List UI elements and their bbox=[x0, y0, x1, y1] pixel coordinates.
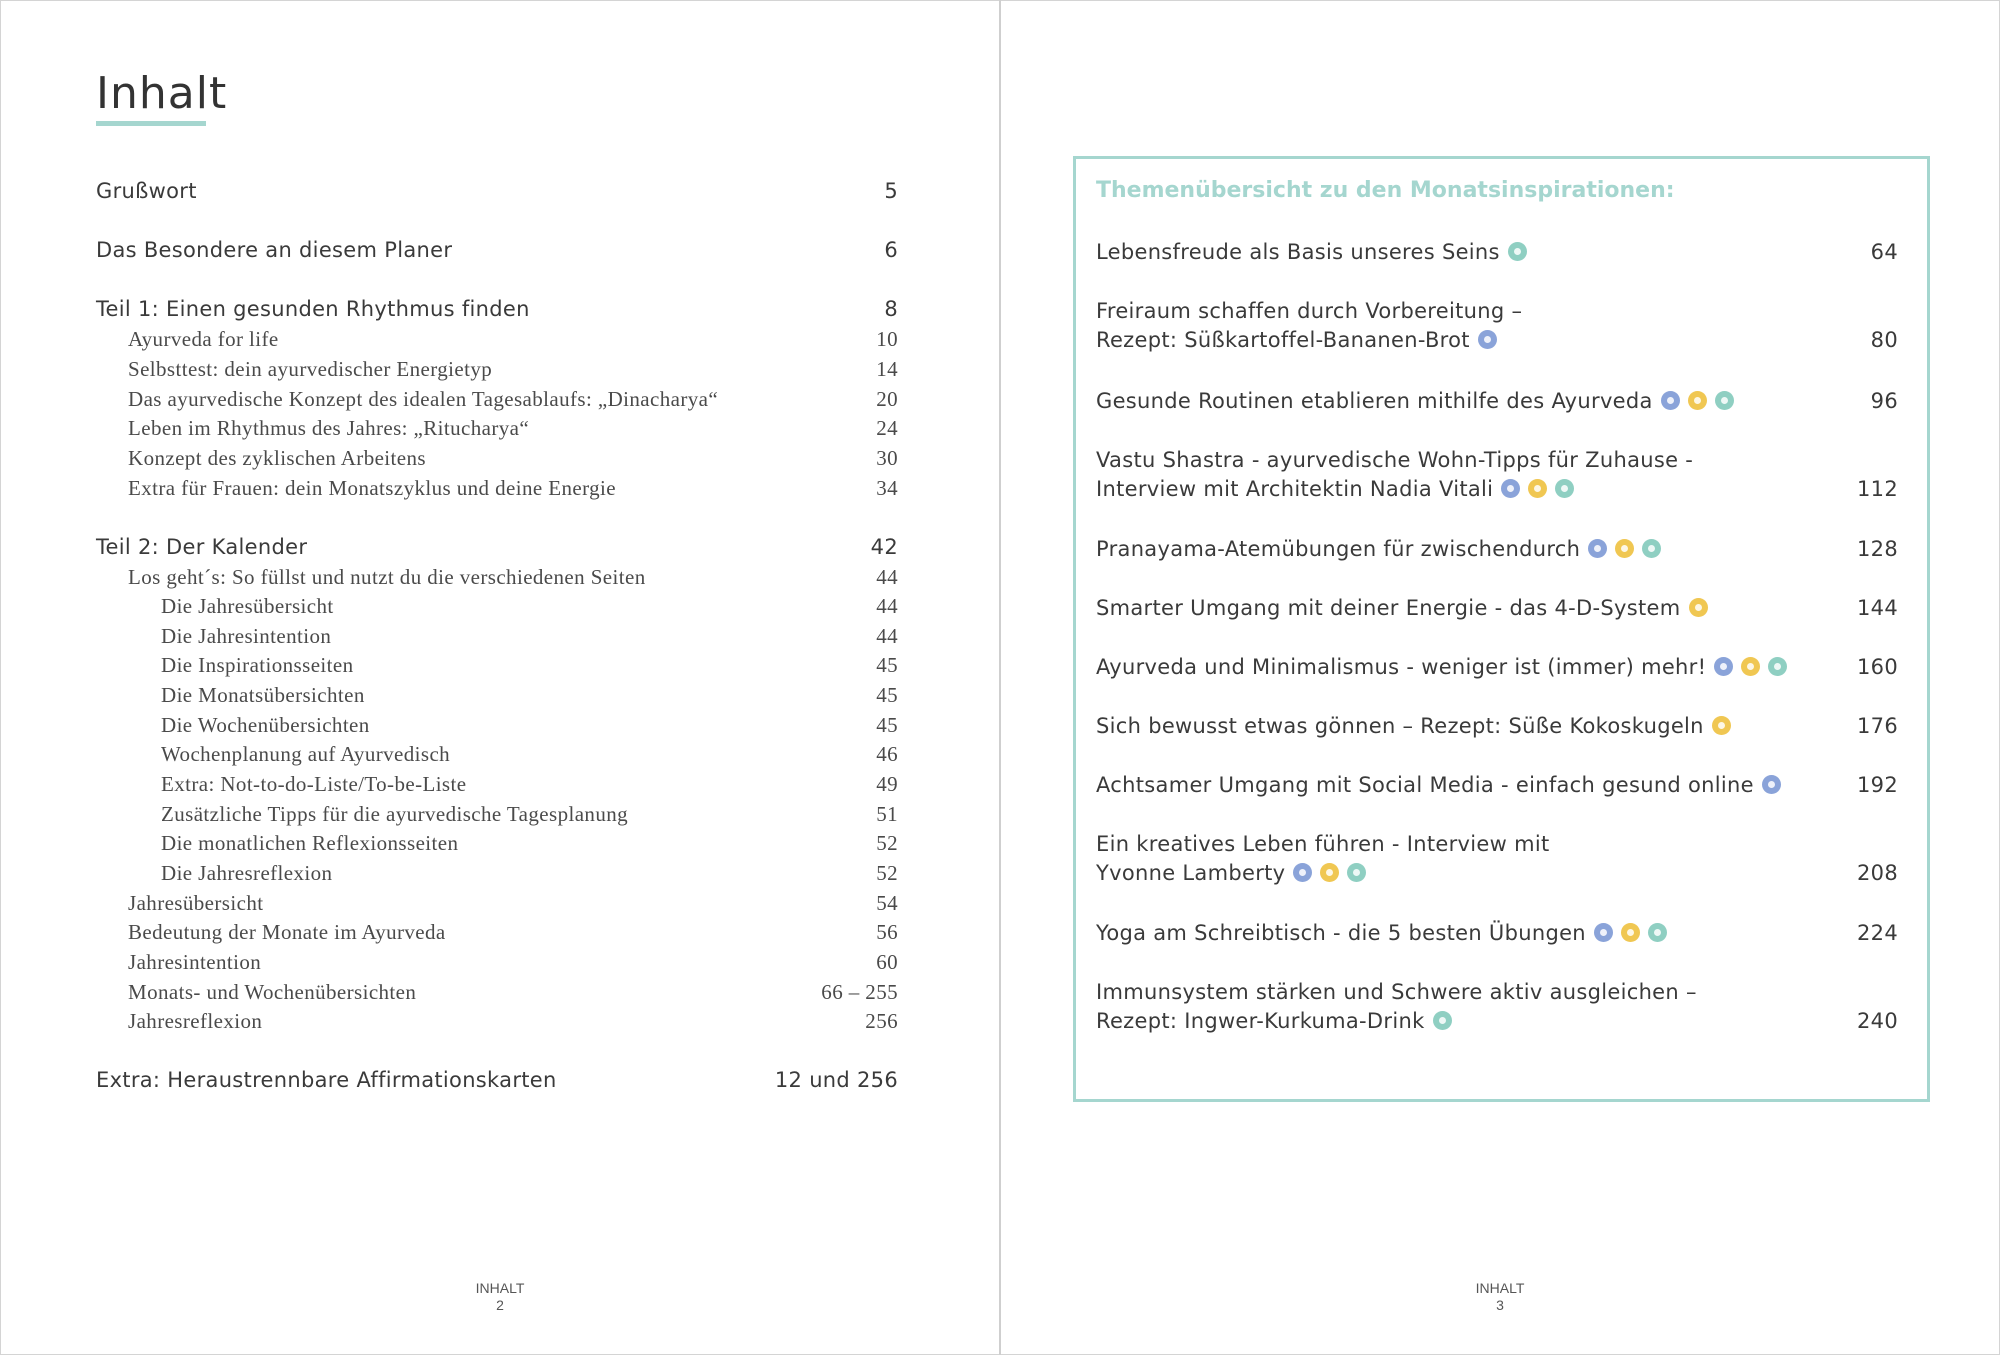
toc-entry-page: 54 bbox=[876, 891, 898, 915]
toc-entry-title: Leben im Rhythmus des Jahres: „Ritucharya“ bbox=[128, 416, 530, 440]
theme-entry-line bbox=[1096, 829, 1898, 858]
theme-entry-page: 208 bbox=[1857, 860, 1898, 885]
toc-entry-page: 10 bbox=[876, 327, 898, 351]
toc-entry bbox=[161, 802, 898, 827]
toc-entry-title: Selbsttest: dein ayurvedischer Energietyp bbox=[128, 357, 493, 381]
toc-entry-page: 60 bbox=[876, 950, 898, 974]
toc-entry-page: 56 bbox=[876, 920, 898, 944]
vata-dosha-icon bbox=[1478, 330, 1497, 349]
toc-entry bbox=[96, 238, 898, 262]
toc-entry-page: 256 bbox=[865, 1009, 898, 1033]
vata-dosha-icon bbox=[1661, 391, 1680, 410]
toc-entry bbox=[161, 713, 898, 738]
theme-entry-line bbox=[1096, 1006, 1898, 1035]
toc-entry bbox=[128, 446, 898, 471]
toc-entry-title: Grußwort bbox=[96, 179, 197, 203]
theme-entry-text: Yoga am Schreibtisch - die 5 besten Übungen bbox=[1096, 920, 1586, 945]
vata-dosha-icon bbox=[1501, 479, 1520, 498]
theme-entry-page: 192 bbox=[1857, 772, 1898, 797]
theme-overview-title: Themenübersicht zu den Monatsinspirationen: bbox=[1096, 178, 1675, 203]
footer-label: INHALT bbox=[1475, 1280, 1525, 1296]
theme-entry bbox=[1096, 386, 1898, 415]
theme-entry bbox=[1096, 296, 1898, 354]
toc-entry-page: 66 – 255 bbox=[821, 980, 898, 1004]
toc-entry-title: Wochenplanung auf Ayurvedisch bbox=[161, 742, 451, 766]
theme-entry-page: 64 bbox=[1870, 239, 1898, 264]
theme-entry bbox=[1096, 977, 1898, 1035]
toc-entry-title: Ayurveda for life bbox=[128, 327, 279, 351]
toc-entry-title: Die Jahresübersicht bbox=[161, 594, 334, 618]
toc-entry bbox=[161, 594, 898, 619]
kapha-dosha-icon bbox=[1433, 1011, 1452, 1030]
toc-entry-title: Extra: Not-to-do-Liste/To-be-Liste bbox=[161, 772, 467, 796]
toc-entry-page: 45 bbox=[876, 713, 898, 737]
toc-entry-page: 49 bbox=[876, 772, 898, 796]
toc-entry-title: Die Inspirationsseiten bbox=[161, 653, 354, 677]
theme-entry bbox=[1096, 711, 1898, 740]
toc-entry bbox=[128, 980, 898, 1005]
theme-entry-text: Vastu Shastra - ayurvedische Wohn-Tipps für Zuhause - bbox=[1096, 447, 1694, 472]
pitta-dosha-icon bbox=[1741, 657, 1760, 676]
toc-entry-title: Extra für Frauen: dein Monatszyklus und deine Energie bbox=[128, 476, 616, 500]
toc-entry bbox=[161, 772, 898, 797]
theme-entry-line bbox=[1096, 325, 1898, 354]
page-number: 3 bbox=[1496, 1297, 1504, 1313]
toc-entry-title: Jahresintention bbox=[128, 950, 262, 974]
toc-entry-page: 44 bbox=[876, 565, 898, 589]
theme-entry-text: Gesunde Routinen etablieren mithilfe des Ayurveda bbox=[1096, 388, 1653, 413]
theme-entry-line bbox=[1096, 593, 1898, 622]
vata-dosha-icon bbox=[1714, 657, 1733, 676]
kapha-dosha-icon bbox=[1648, 923, 1667, 942]
toc-entry-title: Jahresreflexion bbox=[128, 1009, 263, 1033]
toc-entry-title: Die Wochenübersichten bbox=[161, 713, 370, 737]
toc-entry-title: Die Jahresintention bbox=[161, 624, 332, 648]
theme-entry-page: 160 bbox=[1857, 654, 1898, 679]
theme-entry-text: Ein kreatives Leben führen - Interview mit bbox=[1096, 831, 1550, 856]
theme-entry-line bbox=[1096, 770, 1898, 799]
theme-entry-line bbox=[1096, 386, 1898, 415]
toc-entry bbox=[161, 653, 898, 678]
toc-entry-page: 42 bbox=[870, 535, 898, 559]
toc-entry bbox=[128, 357, 898, 382]
toc-entry bbox=[161, 624, 898, 649]
theme-entry-text: Interview mit Architektin Nadia Vitali bbox=[1096, 476, 1494, 501]
pitta-dosha-icon bbox=[1320, 863, 1339, 882]
kapha-dosha-icon bbox=[1715, 391, 1734, 410]
toc-entry-page: 8 bbox=[884, 297, 898, 321]
pitta-dosha-icon bbox=[1615, 539, 1634, 558]
kapha-dosha-icon bbox=[1768, 657, 1787, 676]
toc-entry-title: Die monatlichen Reflexionsseiten bbox=[161, 831, 459, 855]
toc-entry-page: 6 bbox=[884, 238, 898, 262]
toc-entry bbox=[96, 535, 898, 559]
toc-entry-page: 44 bbox=[876, 594, 898, 618]
toc-entry-title: Das Besondere an diesem Planer bbox=[96, 238, 453, 262]
toc-entry bbox=[161, 861, 898, 886]
toc-entry-page: 12 und 256 bbox=[774, 1068, 898, 1092]
toc-entry-title: Die Monatsübersichten bbox=[161, 683, 365, 707]
pitta-dosha-icon bbox=[1528, 479, 1547, 498]
toc-entry-title: Monats- und Wochenübersichten bbox=[128, 980, 417, 1004]
toc-entry-page: 44 bbox=[876, 624, 898, 648]
footer-right bbox=[1430, 1280, 1570, 1314]
toc-entry bbox=[128, 476, 898, 501]
theme-entry-page: 128 bbox=[1857, 536, 1898, 561]
toc-entry-page: 30 bbox=[876, 446, 898, 470]
toc-entry-page: 5 bbox=[884, 179, 898, 203]
toc-entry-page: 46 bbox=[876, 742, 898, 766]
theme-entry-text: Achtsamer Umgang mit Social Media - einfach gesund online bbox=[1096, 772, 1754, 797]
theme-entry bbox=[1096, 652, 1898, 681]
pitta-dosha-icon bbox=[1689, 598, 1708, 617]
book-spine bbox=[999, 0, 1001, 1355]
vata-dosha-icon bbox=[1588, 539, 1607, 558]
theme-entry-text: Pranayama-Atemübungen für zwischendurch bbox=[1096, 536, 1581, 561]
kapha-dosha-icon bbox=[1347, 863, 1366, 882]
theme-entry-line bbox=[1096, 237, 1898, 266]
vata-dosha-icon bbox=[1762, 775, 1781, 794]
theme-entry-line bbox=[1096, 534, 1898, 563]
theme-entry-page: 112 bbox=[1857, 476, 1898, 501]
theme-entry-page: 80 bbox=[1870, 327, 1898, 352]
theme-entry-text: Rezept: Süßkartoffel-Bananen-Brot bbox=[1096, 327, 1470, 352]
footer-label: INHALT bbox=[475, 1280, 525, 1296]
toc-entry-page: 52 bbox=[876, 861, 898, 885]
theme-entry-line bbox=[1096, 918, 1898, 947]
kapha-dosha-icon bbox=[1642, 539, 1661, 558]
theme-entry bbox=[1096, 237, 1898, 266]
toc-entry bbox=[128, 327, 898, 352]
toc-entry-title: Konzept des zyklischen Arbeitens bbox=[128, 446, 426, 470]
theme-entry-page: 176 bbox=[1857, 713, 1898, 738]
kapha-dosha-icon bbox=[1508, 242, 1527, 261]
toc-entry-title: Bedeutung der Monate im Ayurveda bbox=[128, 920, 446, 944]
toc-entry-title: Extra: Heraustrennbare Affirmationskarten bbox=[96, 1068, 557, 1092]
theme-entry-text: Yvonne Lamberty bbox=[1096, 860, 1286, 885]
page-number: 2 bbox=[496, 1297, 504, 1313]
toc-entry-page: 52 bbox=[876, 831, 898, 855]
theme-entry-text: Smarter Umgang mit deiner Energie - das 4-D-System bbox=[1096, 595, 1681, 620]
toc-entry-page: 24 bbox=[876, 416, 898, 440]
title-underline bbox=[96, 121, 206, 126]
toc-entry bbox=[96, 179, 898, 203]
toc-entry-title: Teil 1: Einen gesunden Rhythmus finden bbox=[96, 297, 530, 321]
pitta-dosha-icon bbox=[1712, 716, 1731, 735]
pitta-dosha-icon bbox=[1688, 391, 1707, 410]
toc-entry bbox=[128, 387, 898, 412]
toc-entry-page: 51 bbox=[876, 802, 898, 826]
toc-entry-page: 45 bbox=[876, 653, 898, 677]
toc-entry-page: 34 bbox=[876, 476, 898, 500]
toc-entry bbox=[161, 831, 898, 856]
toc-entry-title: Die Jahresreflexion bbox=[161, 861, 333, 885]
theme-entry bbox=[1096, 770, 1898, 799]
theme-entry-text: Freiraum schaffen durch Vorbereitung – bbox=[1096, 298, 1523, 323]
footer-left bbox=[430, 1280, 570, 1314]
theme-entry-line bbox=[1096, 445, 1898, 474]
theme-entry-line bbox=[1096, 711, 1898, 740]
kapha-dosha-icon bbox=[1555, 479, 1574, 498]
theme-entry-line bbox=[1096, 474, 1898, 503]
theme-entry bbox=[1096, 918, 1898, 947]
toc-entry bbox=[128, 950, 898, 975]
toc-entry-page: 20 bbox=[876, 387, 898, 411]
theme-entry-line bbox=[1096, 858, 1898, 887]
toc-entry-title: Los geht´s: So füllst und nutzt du die verschiedenen Seiten bbox=[128, 565, 646, 589]
toc-entry bbox=[128, 891, 898, 916]
page-title: Inhalt bbox=[96, 68, 228, 119]
toc-entry bbox=[161, 742, 898, 767]
theme-entry-text: Lebensfreude als Basis unseres Seins bbox=[1096, 239, 1500, 264]
theme-entry-page: 224 bbox=[1857, 920, 1898, 945]
toc-entry-page: 45 bbox=[876, 683, 898, 707]
toc-entry bbox=[96, 297, 898, 321]
toc-entry bbox=[128, 920, 898, 945]
theme-entry bbox=[1096, 445, 1898, 503]
toc-entry-page: 14 bbox=[876, 357, 898, 381]
vata-dosha-icon bbox=[1293, 863, 1312, 882]
toc-entry bbox=[128, 416, 898, 441]
toc-entry-title: Jahresübersicht bbox=[128, 891, 264, 915]
theme-entry bbox=[1096, 534, 1898, 563]
toc-entry bbox=[161, 683, 898, 708]
theme-entry-page: 240 bbox=[1857, 1008, 1898, 1033]
toc-entry bbox=[128, 565, 898, 590]
pitta-dosha-icon bbox=[1621, 923, 1640, 942]
theme-entry-text: Sich bewusst etwas gönnen – Rezept: Süße Kokoskugeln bbox=[1096, 713, 1704, 738]
toc-entry-title: Teil 2: Der Kalender bbox=[96, 535, 308, 559]
theme-entry-text: Immunsystem stärken und Schwere aktiv ausgleichen – bbox=[1096, 979, 1697, 1004]
vata-dosha-icon bbox=[1594, 923, 1613, 942]
theme-entry-line bbox=[1096, 977, 1898, 1006]
theme-entry-text: Rezept: Ingwer-Kurkuma-Drink bbox=[1096, 1008, 1425, 1033]
theme-entry-line bbox=[1096, 652, 1898, 681]
toc-entry-title: Das ayurvedische Konzept des idealen Tagesablaufs: „Dinacharya“ bbox=[128, 387, 719, 411]
toc-entry-title: Zusätzliche Tipps für die ayurvedische Tagesplanung bbox=[161, 802, 629, 826]
theme-entry bbox=[1096, 829, 1898, 887]
theme-entry-page: 144 bbox=[1857, 595, 1898, 620]
toc-entry bbox=[96, 1068, 898, 1092]
toc-entry bbox=[128, 1009, 898, 1034]
theme-entry bbox=[1096, 593, 1898, 622]
theme-entry-page: 96 bbox=[1870, 388, 1898, 413]
theme-entry-line bbox=[1096, 296, 1898, 325]
theme-entry-text: Ayurveda und Minimalismus - weniger ist (immer) mehr! bbox=[1096, 654, 1707, 679]
